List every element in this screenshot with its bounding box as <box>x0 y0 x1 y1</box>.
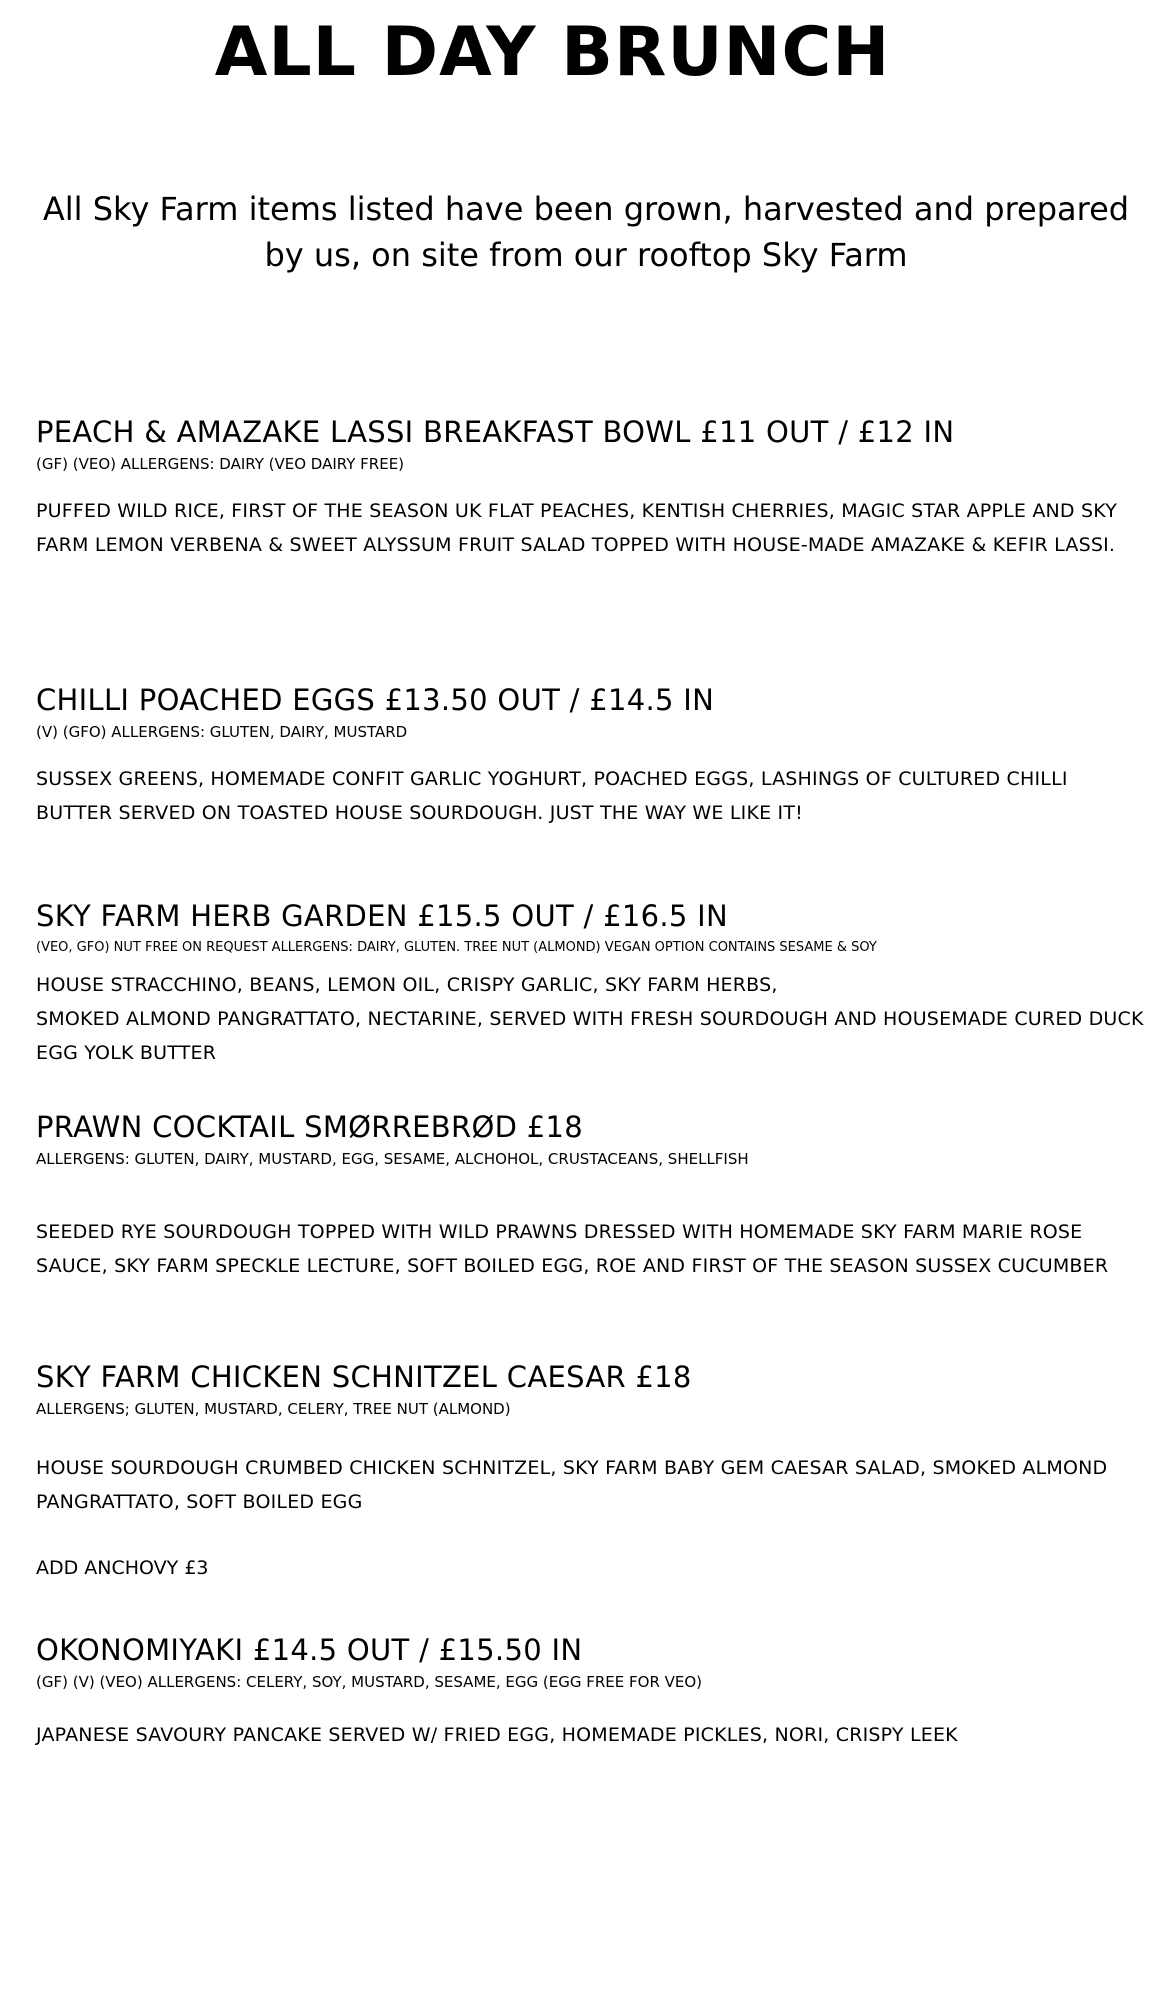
item-description: JAPANESE SAVOURY PANCAKE SERVED W/ FRIED EGG, HOMEMADE PICKLES, NORI, CRISPY LEEK <box>36 1724 958 1746</box>
item-allergens: ALLERGENS; GLUTEN, MUSTARD, CELERY, TREE NUT (ALMOND) <box>36 1400 511 1418</box>
intro-line-1: All Sky Farm items listed have been grown, harvested and prepared <box>42 190 1130 228</box>
menu-item-chicken-schnitzel-caesar <box>36 1357 1146 1585</box>
item-allergens: (V) (GFO) ALLERGENS: GLUTEN, DAIRY, MUSTARD <box>36 723 408 741</box>
menu-title: ALL DAY BRUNCH <box>214 13 891 92</box>
item-title: CHILLI POACHED EGGS £13.50 OUT / £14.5 IN <box>36 683 715 717</box>
item-allergens: (GF) (VEO) ALLERGENS: DAIRY (VEO DAIRY FREE) <box>36 455 405 473</box>
menu-item-okonomiyaki <box>36 1630 1146 1752</box>
menu-item-prawn-cocktail-smorrebrod <box>36 1107 1146 1283</box>
item-description-line-2: SMOKED ALMOND PANGRATTATO, NECTARINE, SERVED WITH FRESH SOURDOUGH AND HOUSEMADE CURED DUCK EGG YOLK BUTTER <box>36 1008 1144 1064</box>
item-description-line-1: HOUSE STRACCHINO, BEANS, LEMON OIL, CRISPY GARLIC, SKY FARM HERBS, <box>36 974 778 996</box>
item-allergens: ALLERGENS: GLUTEN, DAIRY, MUSTARD, EGG, SESAME, ALCHOHOL, CRUSTACEANS, SHELLFISH <box>36 1150 749 1168</box>
item-description: HOUSE SOURDOUGH CRUMBED CHICKEN SCHNITZEL, SKY FARM BABY GEM CAESAR SALAD, SMOKED ALMOND PANGRATTATO, SOFT BOILED EGG <box>36 1457 1108 1513</box>
item-title: SKY FARM CHICKEN SCHNITZEL CAESAR £18 <box>36 1360 692 1394</box>
item-add-on: ADD ANCHOVY £3 <box>36 1557 209 1579</box>
item-description <box>36 968 1146 1070</box>
menu-item-sky-farm-herb-garden <box>36 896 1146 1070</box>
item-title: SKY FARM HERB GARDEN £15.5 OUT / £16.5 IN <box>36 899 728 933</box>
menu-intro <box>36 186 1136 278</box>
menu-item-chilli-poached-eggs <box>36 680 1146 830</box>
item-description: SEEDED RYE SOURDOUGH TOPPED WITH WILD PRAWNS DRESSED WITH HOMEMADE SKY FARM MARIE ROSE SAUCE, SKY FARM SPECKLE LECTURE, SOFT BOILED EGG, ROE AND FIRST OF THE SEASON SUSSEX CUCUMBER <box>36 1221 1109 1277</box>
menu-item-peach-lassi-bowl <box>36 412 1146 562</box>
item-allergens: (VEO, GFO) NUT FREE ON REQUEST ALLERGENS: DAIRY, GLUTEN. TREE NUT (ALMOND) VEGAN OPTION CONTAINS SESAME & SOY <box>36 940 877 955</box>
item-description: PUFFED WILD RICE, FIRST OF THE SEASON UK FLAT PEACHES, KENTISH CHERRIES, MAGIC STAR APPLE AND SKY FARM LEMON VERBENA & SWEET ALYSSUM FRUIT SALAD TOPPED WITH HOUSE-MADE AMAZAKE & KEFIR LASSI. <box>36 500 1118 556</box>
item-title: PRAWN COCKTAIL SMØRREBRØD £18 <box>36 1110 583 1144</box>
item-title: OKONOMIYAKI £14.5 OUT / £15.50 IN <box>36 1633 583 1667</box>
intro-line-2: by us, on site from our rooftop Sky Farm <box>264 236 908 274</box>
item-title: PEACH & AMAZAKE LASSI BREAKFAST BOWL £11 OUT / £12 IN <box>36 415 955 449</box>
item-description: SUSSEX GREENS, HOMEMADE CONFIT GARLIC YOGHURT, POACHED EGGS, LASHINGS OF CULTURED CHILLI BUTTER SERVED ON TOASTED HOUSE SOURDOUGH. JUST THE WAY WE LIKE IT! <box>36 768 1068 824</box>
item-allergens: (GF) (V) (VEO) ALLERGENS: CELERY, SOY, MUSTARD, SESAME, EGG (EGG FREE FOR VEO) <box>36 1673 703 1691</box>
